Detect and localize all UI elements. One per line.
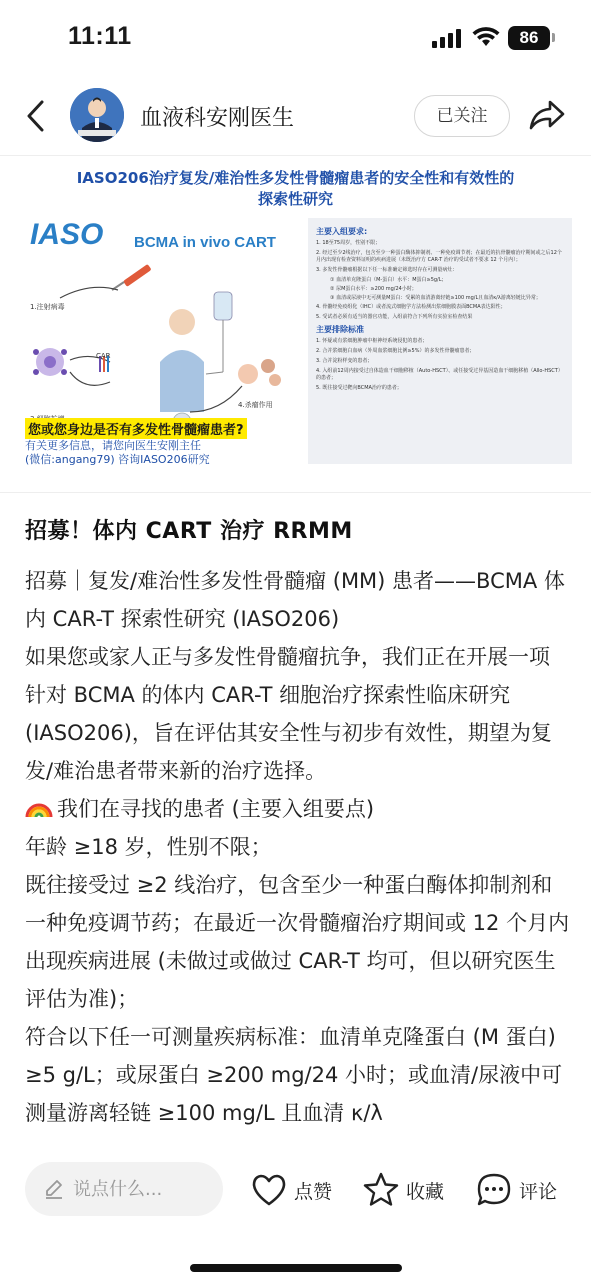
callout-line2: (微信:angang79) 咨询IASO206研究 [25, 453, 210, 466]
inclusion-item: 2. 经过至少2线治疗，包含至少一种蛋白酶体抑制剂、一种免疫调节剂；在最近的抗骨髓瘤治疗期间或之后12个月内出现有检查资料证明的疾病进展（未既治疗方 CAR-T 治疗的受试者不要求 12 个月内）； [316, 250, 562, 263]
label-car: CAR [96, 352, 111, 360]
tumor-cell-icon [238, 359, 281, 386]
exclusion-heading: 主要排除标准 [316, 325, 364, 334]
hero-title-line2: 探索性研究 [257, 190, 333, 208]
comment-input[interactable] [73, 1176, 213, 1202]
callout [25, 418, 295, 467]
section-heading: 我们在寻找的患者 (主要入组要点) [57, 797, 375, 821]
back-icon[interactable] [22, 98, 52, 134]
collect-label: 收藏 [406, 1180, 445, 1203]
inclusion-heading: 主要入组要求: [316, 227, 368, 236]
status-time: 11:11 [68, 22, 132, 50]
like-button[interactable] [250, 1170, 332, 1210]
comment-input-wrap[interactable] [25, 1162, 223, 1216]
inclusion-subitem: ② 尿M蛋白水平：≥200 mg/24小时； [330, 286, 417, 292]
inclusion-item: 3. 多发性骨髓瘤根据以下任一标准确定筛选时存在可测量病灶： [316, 267, 458, 273]
exclusion-item: 2. 合并浆细胞白血病（外周血浆细胞比例≥5%）的多发性骨髓瘤患者； [316, 348, 475, 354]
share-icon[interactable] [528, 98, 566, 132]
inclusion-item: 1. 18至75周岁，性别不限； [316, 240, 381, 246]
article-paragraph: 如果您或家人正与多发性骨髓瘤抗争，我们正在开展一项针对 BCMA 的体内 CAR-T 细胞治疗探索性临床研究 (IASO206)，旨在评估其安全性与初步有效性，期望为复发/难治患者带来新的治疗选择。 [25, 645, 552, 783]
article-paragraph: 招募｜复发/难治性多发性骨髓瘤 (MM) 患者——BCMA 体内 CAR-T 探索性研究 (IASO206) [25, 569, 565, 631]
article-title: 招募！体内 CART 治疗 RRMM [25, 519, 353, 544]
patient-icon [160, 309, 204, 412]
article-body [25, 562, 570, 1132]
star-icon [362, 1171, 400, 1209]
cell-cluster-icon [33, 348, 67, 376]
criteria-line: 年龄 ≥18 岁，性别不限； [25, 835, 272, 859]
iaso-logo: IASO [30, 218, 104, 251]
label-killing: 4.杀瘤作用 [238, 401, 273, 409]
like-label: 点赞 [294, 1180, 333, 1203]
nav-header [0, 80, 591, 152]
heart-icon [250, 1171, 288, 1209]
home-indicator [190, 1264, 402, 1272]
comment-bubble-icon [475, 1171, 513, 1209]
callout-line1: 有关更多信息，请您向医生安刚主任 [25, 439, 201, 452]
exclusion-item: 5. 既往接受过靶向BCMA治疗的患者； [316, 385, 402, 391]
wifi-icon [472, 26, 500, 48]
diagram-heading: BCMA in vivo CART [134, 234, 276, 251]
pencil-icon [43, 1178, 65, 1200]
inclusion-item: 4. 骨髓经免疫组化（IHC）或者流式细胞学方法检测出浆细胞膜表面BCMA表达阳性； [316, 304, 506, 310]
criteria-panel [308, 218, 572, 464]
battery-icon: 86 [508, 26, 550, 50]
exclusion-item: 4. 入组前12周内接受过自体造血干细胞移植（Auto-HSCT）、或任接受过异基因造血干细胞移植（Allo-HSCT）的患者； [316, 368, 563, 381]
callout-question: 您或您身边是否有多发性骨髓瘤患者? [25, 418, 247, 439]
iv-bag-icon [206, 292, 232, 374]
avatar[interactable] [70, 88, 124, 142]
hero-title-line1: IASO206治疗复发/难治性多发性骨髓瘤患者的安全性和有效性的 [76, 169, 515, 187]
criteria-line: 既往接受过 ≥2 线治疗，包含至少一种蛋白酶体抑制剂和一种免疫调节药；在最近一次骨髓瘤治疗期间或 12 个月内出现疾病进展 (未做过或做过 CAR-T 均可，但以研究医生评估为准)； [25, 873, 570, 1011]
collect-button[interactable] [362, 1170, 444, 1210]
inclusion-subitem: ③ 血清或尿液中无可测量M蛋白：受累的血清游离轻链≥100 mg/L且血清κ/λ游离轻链比异常； [330, 295, 541, 301]
follow-button[interactable]: 已关注 [414, 95, 510, 137]
label-injection: 1.注射病毒 [30, 303, 65, 311]
syringe-icon [112, 264, 152, 290]
exclusion-item: 1. 怀疑或有浆细胞肿瘤中枢神经系统侵犯的患者； [316, 338, 428, 344]
hero-title [20, 168, 571, 210]
exclusion-item: 3. 合并淀粉样变的患者； [316, 358, 373, 364]
doctor-portrait-icon [70, 88, 124, 142]
diagram-area [30, 218, 290, 428]
signal-icon [432, 28, 462, 48]
comment-button[interactable] [475, 1170, 557, 1210]
status-bar [0, 0, 591, 80]
account-name[interactable]: 血液科安刚医生 [140, 106, 295, 131]
hero-image[interactable] [0, 155, 591, 493]
bottom-bar [0, 1148, 591, 1280]
inclusion-item: 5. 受试者必须有适当的器官功能，入组前符合下列所有实验室检查结果 [316, 314, 473, 320]
rainbow-icon [25, 797, 53, 819]
battery-cap [552, 33, 555, 42]
inclusion-subitem: ① 血清单克隆蛋白（M-蛋白）水平：M蛋白≥5g/L； [330, 277, 447, 283]
comment-label: 评论 [519, 1180, 558, 1203]
criteria-line: 符合以下任一可测量疾病标准：血清单克隆蛋白 (M 蛋白) ≥5 g/L；或尿蛋白 ≥200 mg/24 小时；或血清/尿液中可测量游离轻链 ≥100 mg/L 且血清 κ/λ [25, 1025, 563, 1125]
section-heading-row [25, 790, 570, 828]
